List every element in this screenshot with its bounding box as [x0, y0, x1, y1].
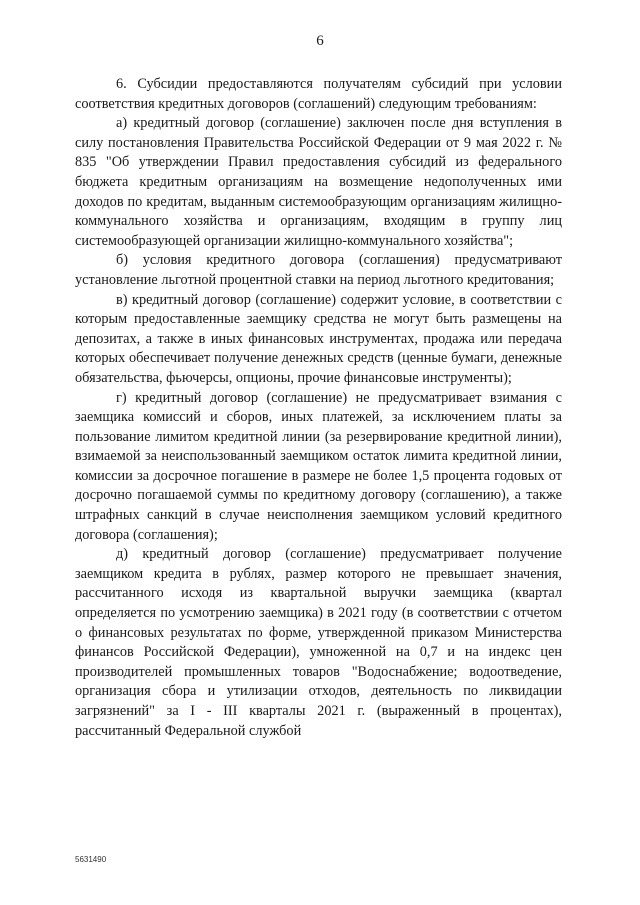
document-code: 5631490: [75, 855, 107, 864]
paragraph-6b: б) условия кредитного договора (соглашения) предусматривают установление льготной процентной ставки на период льготного кредитования;: [75, 252, 562, 288]
paragraph-6v: в) кредитный договор (соглашение) содержит условие, в соответствии с которым предоставленные заемщику средства не могут быть размещены на депозитах, а также в иных финансовых инструментах, продажа или передача которых обеспечивает получение денежных средств (ценные бумаги, денежные обязательства, фьючерсы, опционы, прочие финансовые инструменты);: [75, 291, 562, 386]
paragraph-6: 6. Субсидии предоставляются получателям субсидий при условии соответствия кредитных договоров (соглашений) следующим требованиям:: [75, 76, 562, 112]
paragraph-6a: а) кредитный договор (соглашение) заключен после дня вступления в силу постановления Правительства Российской Федерации от 9 мая 2022 г. № 835 "Об утверждении Правил предоставления субсидий из федерального бюджета кредитным организациям на возмещение недополученных ими доходов по кредитам, выданным системообразующим организациям жилищно-коммунального хозяйства и организациям, входящим в группу лиц системообразующей организации жилищно-коммунального хозяйства";: [75, 115, 562, 249]
paragraph-6g: г) кредитный договор (соглашение) не предусматривает взимания с заемщика комиссий и сборов, иных платежей, за исключением платы за пользование лимитом кредитной линии (за резервирование кредитной линии), взимаемой за неиспользованный заемщиком остаток лимита кредитной линии, комиссии за досрочное погашение в размере не более 1,5 процента годовых от досрочно погашаемой суммы по кредитному договору (соглашению), а также штрафных санкций в случае неисполнения заемщиком условий кредитного договора (соглашения);: [75, 389, 562, 543]
page-number: 6: [316, 33, 324, 49]
document-body: [75, 75, 562, 741]
paragraph-6d: д) кредитный договор (соглашение) предусматривает получение заемщиком кредита в рублях, размер которого не превышает значения, рассчитанного исходя из квартальной выручки заемщика (квартал определяется по усмотрению заемщика) в 2021 году (в соответствии с отчетом о финансовых результатах по форме, утвержденной приказом Министерства финансов Российской Федерации), умноженной на 0,7 и на индекс цен производителей промышленных товаров "Водоснабжение; водоотведение, организация сбора и утилизации отходов, деятельность по ликвидации загрязнений" за I - III кварталы 2021 г. (выраженный в процентах), рассчитанный Федеральной службой: [75, 546, 562, 739]
